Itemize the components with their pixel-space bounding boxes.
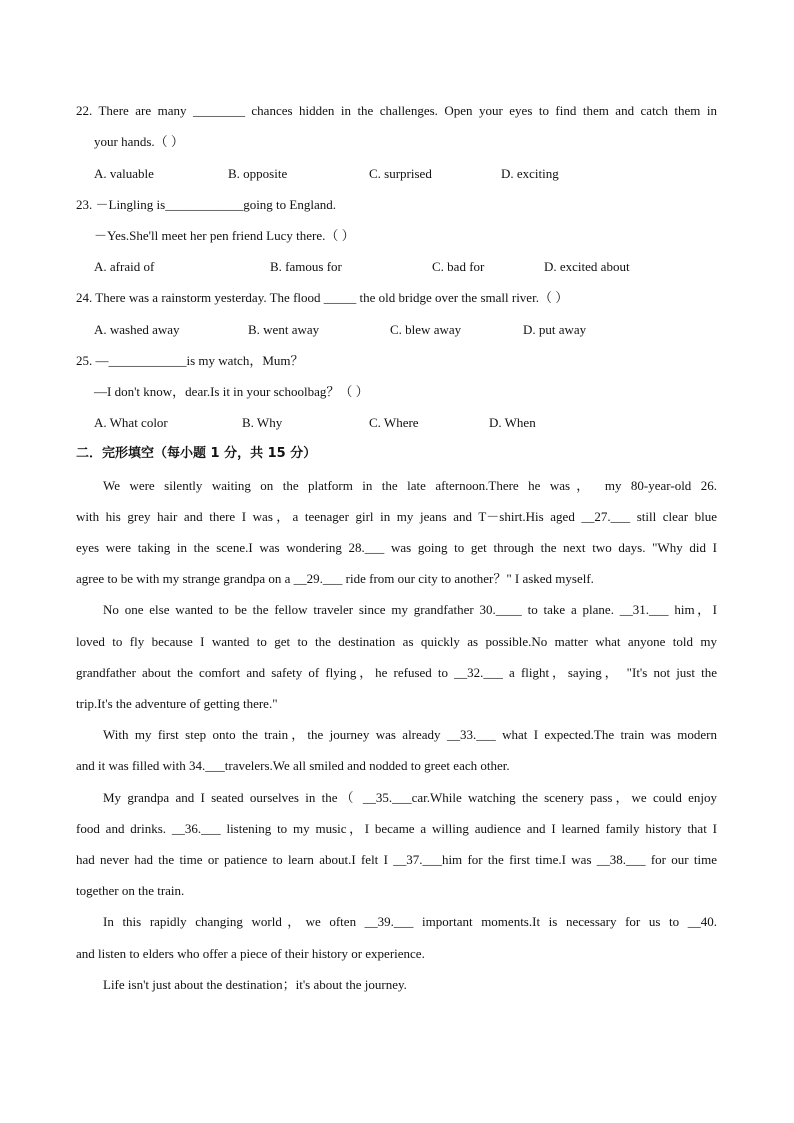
question-22-option-b: B. opposite xyxy=(228,166,288,181)
question-25-option-d: D. When xyxy=(489,415,536,430)
passage-line-8: trip.It's the adventure of getting there." xyxy=(76,696,278,711)
question-23-option-a: A. afraid of xyxy=(94,259,155,274)
passage-line-16: and listen to elders who offer a piece of their history or experience. xyxy=(76,946,425,961)
question-23-stem: 23. －Lingling is____________going to England. xyxy=(76,197,336,212)
passage-line-14: together on the train. xyxy=(76,883,185,898)
question-23-option-c: C. bad for xyxy=(432,259,485,274)
passage-line-2: with his grey hair and there I was，a teenager girl in my jeans and T－shirt.His aged __27.___ still clear blue xyxy=(76,509,717,524)
question-22-option-c: C. surprised xyxy=(369,166,432,181)
question-22-option-a: A. valuable xyxy=(94,166,154,181)
passage-line-10: and it was filled with 34.___travelers.We all smiled and nodded to greet each other. xyxy=(76,758,510,773)
question-25-option-b: B. Why xyxy=(242,415,283,430)
question-24-stem: 24. There was a rainstorm yesterday. The flood _____ the old bridge over the small river.（ ） xyxy=(76,290,569,305)
section-title-cloze: 二．完形填空（每小题 1 分，共 15 分） xyxy=(76,446,317,461)
question-23-reply: －Yes.She'll meet her pen friend Lucy there.（ ） xyxy=(94,228,355,243)
question-22-answer-bracket: your hands.（ ） xyxy=(94,134,184,149)
passage-line-4: agree to be with my strange grandpa on a __29.___ ride from our city to another？" I asked myself. xyxy=(76,571,594,586)
question-24-option-b: B. went away xyxy=(248,322,320,337)
passage-line-17: Life isn't just about the destination；it's about the journey. xyxy=(103,977,407,992)
passage-line-7: grandfather about the comfort and safety of flying，he refused to __32.___ a flight，saying， "It's not just the xyxy=(76,665,717,680)
question-23-option-d: D. excited about xyxy=(544,259,630,274)
passage-line-3: eyes were taking in the scene.I was wondering 28.___ was going to get through the next two days. "Why did I xyxy=(76,540,717,555)
passage-line-5: No one else wanted to be the fellow traveler since my grandfather 30.____ to take a plane. __31.___ him，I xyxy=(103,602,717,617)
question-24-option-a: A. washed away xyxy=(94,322,180,337)
question-25-reply: —I don't know，dear.Is it in your schoolbag？（ ） xyxy=(94,384,369,399)
question-24-option-c: C. blew away xyxy=(390,322,462,337)
passage-line-9: With my first step onto the train，the journey was already __33.___ what I expected.The train was modern xyxy=(103,727,717,742)
question-22-stem: 22. There are many ________ chances hidden in the challenges. Open your eyes to find them and catch them in xyxy=(76,103,717,118)
question-22-option-d: D. exciting xyxy=(501,166,559,181)
question-25-option-a: A. What color xyxy=(94,415,168,430)
passage-line-13: had never had the time or patience to learn about.I felt I __37.___him for the first time.I was __38.___ for our time xyxy=(76,852,717,867)
passage-line-6: loved to fly because I wanted to get to the destination as quickly as possible.No matter what anyone told my xyxy=(76,634,717,649)
question-25-stem: 25. —____________is my watch，Mum？ xyxy=(76,353,304,368)
question-24-option-d: D. put away xyxy=(523,322,587,337)
question-25-option-c: C. Where xyxy=(369,415,419,430)
passage-line-15: In this rapidly changing world，we often __39.___ important moments.It is necessary for us to __40. xyxy=(103,914,717,929)
question-23-option-b: B. famous for xyxy=(270,259,342,274)
passage-line-12: food and drinks. __36.___ listening to my music，I became a willing audience and I learned family history that I xyxy=(76,821,717,836)
passage-line-1: We were silently waiting on the platform in the late afternoon.There he was， my 80-year-old 26. xyxy=(103,478,717,493)
passage-line-11: My grandpa and I seated ourselves in the（ __35.___car.While watching the scenery pass，we could enjoy xyxy=(103,790,717,805)
